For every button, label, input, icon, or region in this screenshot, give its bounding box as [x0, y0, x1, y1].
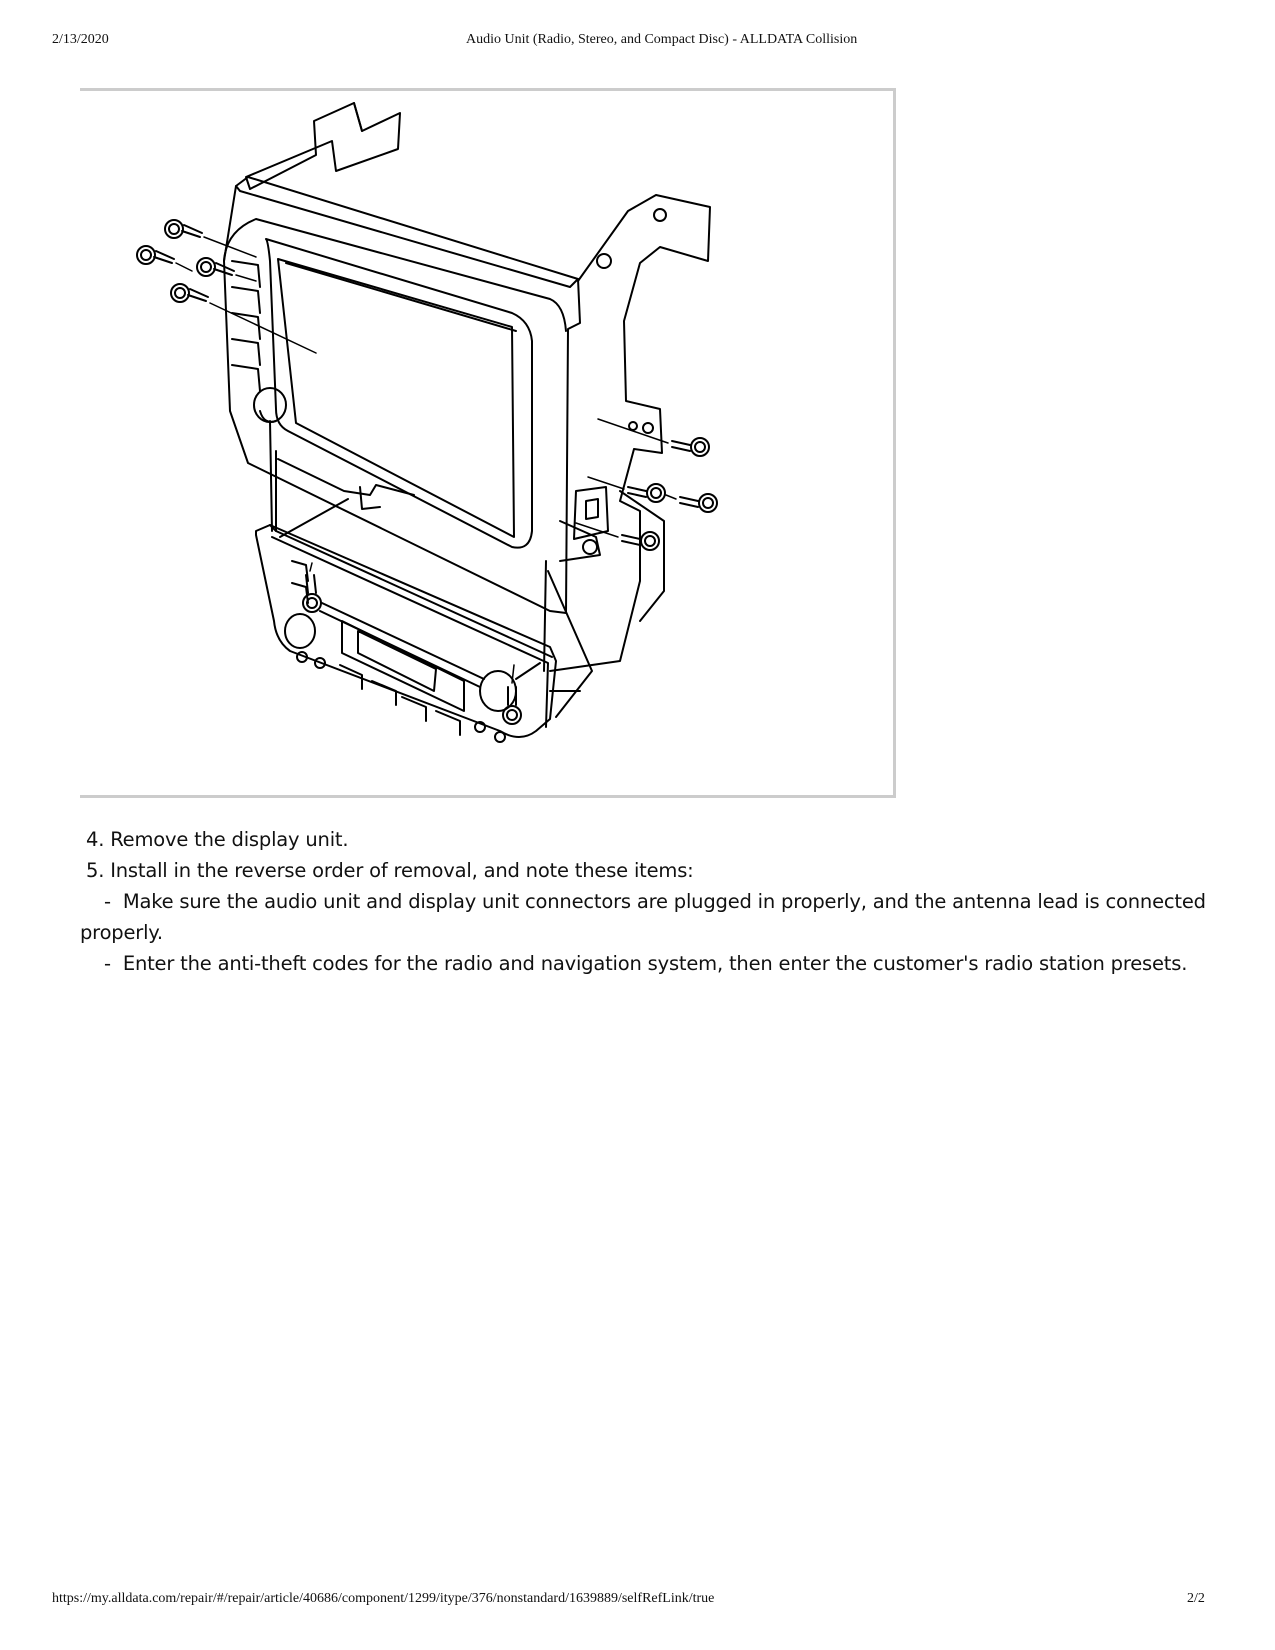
page-number: 2/2 [1187, 1591, 1205, 1606]
step-5: 5. Install in the reverse order of removal, and note these items: [80, 859, 694, 882]
screws-right [576, 419, 717, 550]
step-4: 4. Remove the display unit. [80, 828, 349, 851]
page-url: https://my.alldata.com/repair/#/repair/article/40686/component/1299/itype/376/nonstandard/1639889/selfRefLink/true [52, 1591, 715, 1606]
lower-frame [270, 421, 592, 717]
procedure-steps [80, 824, 1220, 979]
upper-bracket [246, 103, 400, 189]
exploded-view-figure [80, 88, 896, 798]
step-5-note-anti-theft: - Enter the anti-theft codes for the radio and navigation system, then enter the customer's radio station presets. [80, 952, 1188, 975]
document-title: Audio Unit (Radio, Stereo, and Compact Disc) - ALLDATA Collision [466, 32, 858, 47]
print-date: 2/13/2020 [52, 32, 109, 47]
step-5-note-connectors: - Make sure the audio unit and display unit connectors are plugged in properly, and the antenna lead is connected properly. [80, 890, 1212, 944]
display-audio-unit-diagram [80, 91, 893, 795]
display-unit [224, 177, 580, 613]
right-bracket [550, 195, 710, 671]
